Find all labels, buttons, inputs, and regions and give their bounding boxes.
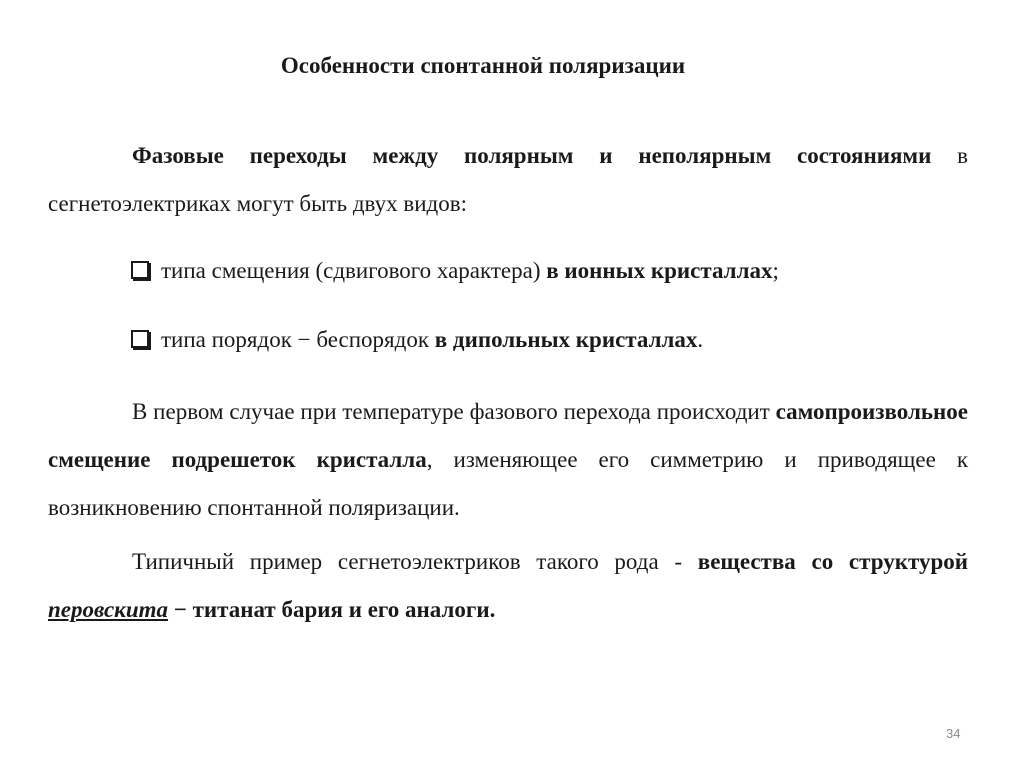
checkbox-bullet-icon	[131, 261, 149, 279]
bullet-item-2	[131, 325, 703, 355]
intro-rest: в сегнетоэлектриках могут быть двух видов:	[48, 143, 968, 216]
bullet-1-end: ;	[772, 258, 779, 283]
intro-bold: Фазовые переходы между полярным и неполярным состояниями	[132, 143, 932, 168]
slide-title: Особенности спонтанной поляризации	[280, 53, 686, 78]
case1-rest: , изменяющее его симметрию и приводящее к возникновению спонтанной поляризации.	[48, 447, 968, 520]
page-number: 34	[946, 726, 961, 741]
intro-paragraph	[48, 132, 968, 228]
checkbox-bullet-icon	[131, 330, 149, 348]
bullet-item-1	[131, 256, 779, 286]
case1-paragraph	[48, 388, 968, 532]
example-lead: Типичный пример сегнетоэлектриков такого рода -	[132, 549, 698, 574]
case1-bold: самопроизвольное смещение подрешеток кристалла	[48, 399, 968, 472]
bullet-2-bold: в дипольных кристаллах	[434, 327, 698, 352]
example-paragraph	[48, 538, 968, 634]
case1-lead: В первом случае при температуре фазового перехода происходит	[132, 399, 776, 424]
example-bold-1: вещества со структурой	[697, 549, 968, 574]
bullet-2-end: .	[697, 327, 704, 352]
bullet-2-text: типа порядок − беспорядок	[161, 327, 435, 352]
example-italic: перовскита	[48, 597, 169, 622]
bullet-1-text: типа смещения (сдвигового характера)	[161, 258, 547, 283]
example-bold-2: − титанат бария и его аналоги.	[168, 597, 496, 622]
bullet-1-bold: в ионных кристаллах	[546, 258, 773, 283]
